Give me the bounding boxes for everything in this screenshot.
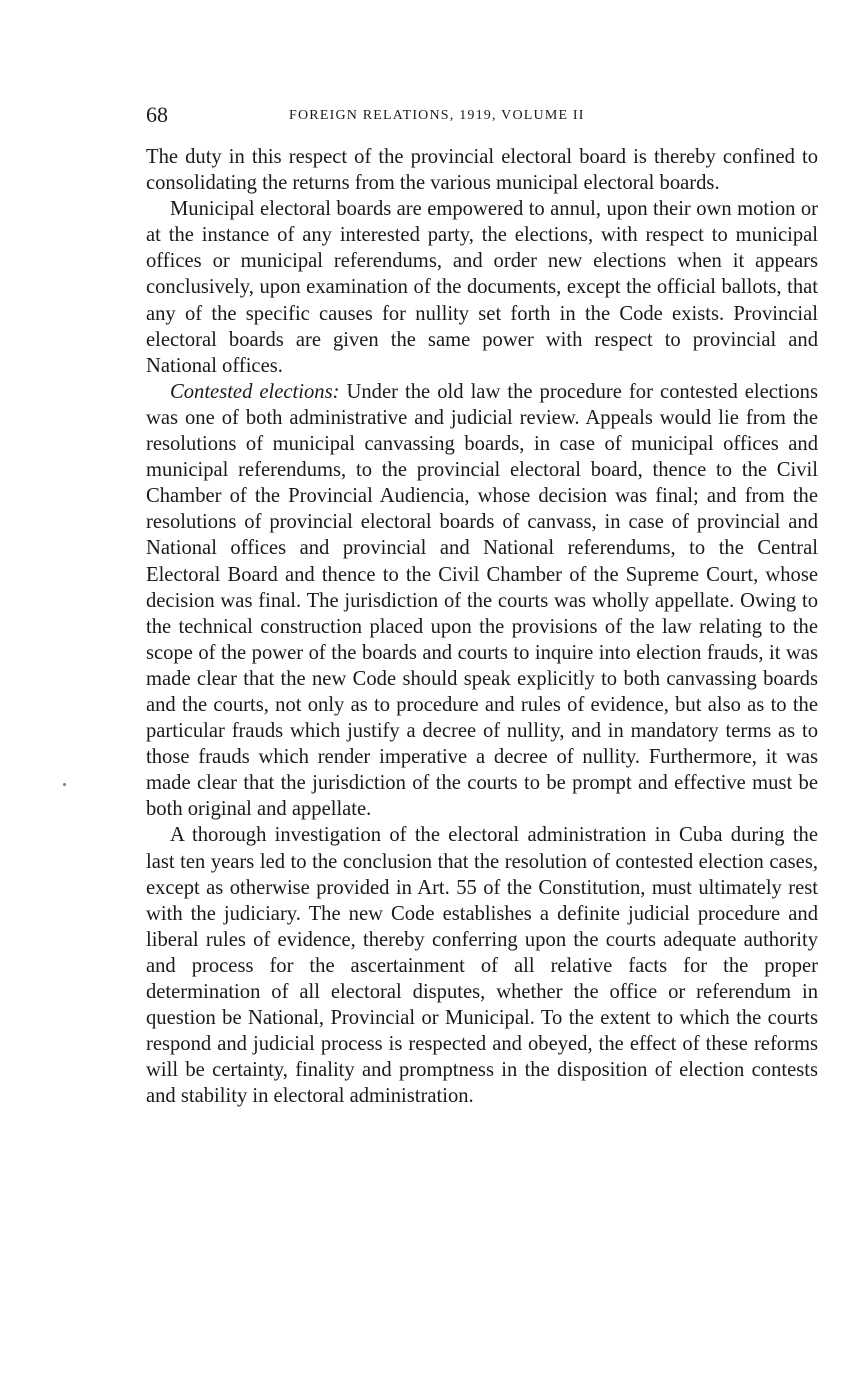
paragraph-text: Under the old law the procedure for contested elections was one of both administrative and judicial review. Appeals would lie from the resolutions of municipal canvassing boards, in case of municipal offices and municipal referendums, to the provincial electoral board, thence to the Civil Chamber of the Provincial Audiencia, whose decision was final; and from the resolutions of provincial electoral boards of canvass, in case of provincial and National offices and provincial and National referendums, to the Central Electoral Board and thence to the Civil Chamber of the Supreme Court, whose decision was final. The jurisdiction of the courts was wholly appellate. Owing to the technical construction placed upon the provisions of the law relating to the scope of the power of the boards and courts to inquire into election frauds, it was made clear that the new Code should speak explicitly to both canvassing boards and the courts, not only as to procedure and rules of evidence, but also as to the particular frauds which justify a decree of nullity, and in mandatory terms as to those frauds which render imperative a decree of nullity. Furthermore, it was made clear that the jurisdiction of the courts to be prompt and effective must be both original and appellate.	[146, 380, 818, 821]
running-head	[146, 101, 818, 129]
paragraph-text: The duty in this respect of the provincial electoral board is thereby confined to consolidating the returns from the various municipal electoral boards.	[146, 146, 818, 195]
paragraph-board-duty	[146, 144, 818, 196]
paragraph-text: A thorough investigation of the electoral administration in Cuba during the last ten years led to the conclusion that the resolution of contested election cases, except as otherwise provided in Art. 55 of the Constitution, must ultimately rest with the judiciary. The new Code establishes a definite judicial procedure and liberal rules of evidence, thereby conferring upon the courts adequate authority and process for the ascertainment of all relative facts for the proper determination of all electoral disputes, whether the office or referendum in question be National, Provincial or Municipal. To the extent to which the courts respond and judicial process is respected and obeyed, the effect of these reforms will be certainty, finality and promptness in the disposition of election contests and stability in electoral administration.	[146, 824, 818, 1108]
paragraph-municipal-boards	[146, 196, 818, 379]
body-text	[146, 144, 818, 1109]
scan-speck	[63, 783, 66, 786]
paragraph-contested-elections	[146, 379, 818, 823]
paragraph-lead-heading: Contested elections:	[170, 380, 340, 403]
page-number: 68	[146, 102, 168, 127]
paragraph-investigation	[146, 822, 818, 1109]
running-title: FOREIGN RELATIONS, 1919, VOLUME II	[289, 108, 585, 123]
paragraph-text: Municipal electoral boards are empowered to annul, upon their own motion or at the instance of any interested party, the elections, with respect to municipal offices or municipal referendums, and order new elections when it appears conclusively, upon examination of the documents, except the official ballots, that any of the specific causes for nullity set forth in the Code exists. Provincial electoral boards are given the same power with respect to provincial and National offices.	[146, 198, 818, 377]
